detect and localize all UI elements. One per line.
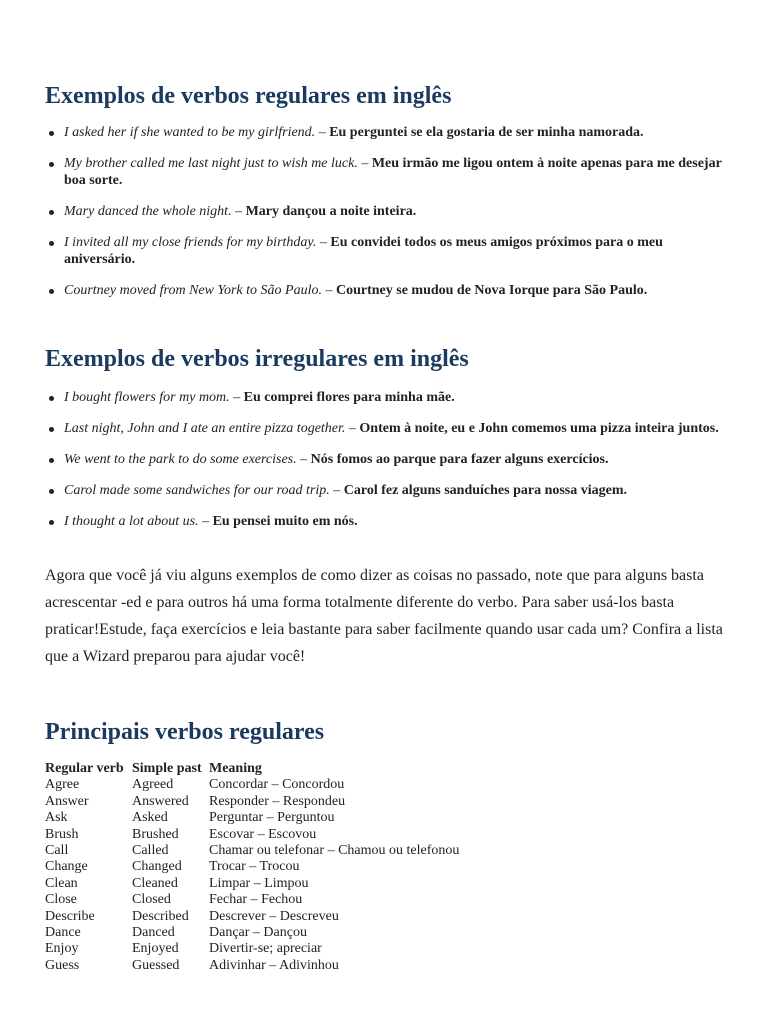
cell-regular-verb: Clean <box>45 875 78 891</box>
cell-regular-verb: Call <box>45 843 69 859</box>
column-header-regular-verb: Regular verb <box>45 761 124 776</box>
table-header-row <box>45 761 459 777</box>
table-row <box>45 941 459 957</box>
intro-paragraph: Agora que você já viu alguns exemplos de como dizer as coisas no passado, note que para alguns basta acrescentar -ed e para outros há uma forma totalmente diferente do verbo. Para saber usá-los basta praticar!Estude, faça exercícios e leia bastante para saber facilmente quando usar cada um? Confira a lista que a Wizard preparou para ajudar você! <box>45 567 723 665</box>
cell-simple-past: Described <box>132 908 189 924</box>
regular-verbs-table <box>45 761 459 974</box>
regular-verbs-examples-heading: Exemplos de verbos regulares em inglês <box>45 83 452 109</box>
cell-meaning: Perguntar – Perguntou <box>209 810 335 826</box>
cell-simple-past: Answered <box>132 793 189 809</box>
cell-meaning: Responder – Respondeu <box>209 793 346 809</box>
cell-regular-verb: Describe <box>45 908 95 924</box>
portuguese-translation: Carol fez alguns sanduíches para nossa viagem. <box>343 483 628 498</box>
cell-meaning: Dançar – Dançou <box>209 925 307 941</box>
english-sentence: Last night, John and I ate an entire pizza together. <box>64 421 346 436</box>
table-row <box>45 794 459 810</box>
list-item: I invited all my close friends for my birthday. – Eu convidei todos os meus amigos próximos para o meu aniversário. <box>45 234 725 268</box>
cell-simple-past: Agreed <box>132 777 174 793</box>
table-row <box>45 810 459 826</box>
list-item: I asked her if she wanted to be my girlfriend. – Eu perguntei se ela gostaria de ser minha namorada. <box>45 124 725 141</box>
cell-regular-verb: Ask <box>45 810 68 826</box>
table-row <box>45 859 459 875</box>
cell-regular-verb: Close <box>45 892 77 908</box>
cell-simple-past: Called <box>132 843 169 859</box>
cell-regular-verb: Answer <box>45 793 89 809</box>
list-item: Mary danced the whole night. – Mary dançou a noite inteira. <box>45 203 725 220</box>
english-sentence: I invited all my close friends for my birthday. <box>64 235 317 250</box>
english-sentence: I asked her if she wanted to be my girlfriend. <box>64 125 316 140</box>
cell-meaning: Escovar – Escovou <box>209 826 317 842</box>
list-item: Courtney moved from New York to São Paulo. – Courtney se mudou de Nova Iorque para São Paulo. <box>45 282 725 299</box>
cell-meaning: Fechar – Fechou <box>209 892 303 908</box>
cell-meaning: Adivinhar – Adivinhou <box>209 957 339 973</box>
portuguese-translation: Ontem à noite, eu e John comemos uma pizza inteira juntos. <box>359 421 719 436</box>
table-row <box>45 876 459 892</box>
cell-simple-past: Closed <box>132 892 171 908</box>
irregular-verbs-examples-list <box>45 389 725 544</box>
column-header-simple-past: Simple past <box>132 761 202 776</box>
portuguese-translation: Eu convidei todos os meus amigos próximos para o meu aniversário. <box>64 235 663 267</box>
cell-simple-past: Changed <box>132 859 182 875</box>
cell-simple-past: Guessed <box>132 957 180 973</box>
english-sentence: We went to the park to do some exercises. <box>64 452 297 467</box>
english-sentence: Carol made some sandwiches for our road trip. <box>64 483 330 498</box>
portuguese-translation: Meu irmão me ligou ontem à noite apenas para me desejar boa sorte. <box>64 156 722 188</box>
portuguese-translation: Mary dançou a noite inteira. <box>245 204 417 219</box>
english-sentence: My brother called me last night just to wish me luck. <box>64 156 358 171</box>
table-row <box>45 958 459 974</box>
cell-regular-verb: Agree <box>45 777 80 793</box>
column-header-meaning: Meaning <box>209 761 262 776</box>
english-sentence: Courtney moved from New York to São Paulo. <box>64 283 322 298</box>
cell-simple-past: Enjoyed <box>132 941 179 957</box>
portuguese-translation: Courtney se mudou de Nova Iorque para São Paulo. <box>335 283 648 298</box>
english-sentence: Mary danced the whole night. <box>64 204 232 219</box>
portuguese-translation: Eu pensei muito em nós. <box>212 514 358 529</box>
english-sentence: I thought a lot about us. <box>64 514 199 529</box>
cell-regular-verb: Change <box>45 859 88 875</box>
cell-regular-verb: Enjoy <box>45 941 79 957</box>
table-body <box>45 777 459 974</box>
english-sentence: I bought flowers for my mom. <box>64 390 230 405</box>
cell-meaning: Divertir-se; apreciar <box>209 941 322 957</box>
cell-meaning: Limpar – Limpou <box>209 875 309 891</box>
table-row <box>45 827 459 843</box>
table-row <box>45 777 459 793</box>
cell-meaning: Chamar ou telefonar – Chamou ou telefonou <box>209 843 460 859</box>
list-item: My brother called me last night just to wish me luck. – Meu irmão me ligou ontem à noite apenas para me desejar boa sorte. <box>45 155 725 189</box>
regular-verbs-examples-list <box>45 124 725 313</box>
cell-simple-past: Cleaned <box>132 875 178 891</box>
list-item: I bought flowers for my mom. – Eu comprei flores para minha mãe. <box>45 389 725 406</box>
cell-simple-past: Brushed <box>132 826 179 842</box>
cell-simple-past: Danced <box>132 925 175 941</box>
table-row <box>45 909 459 925</box>
cell-simple-past: Asked <box>132 810 168 826</box>
list-item: Carol made some sandwiches for our road trip. – Carol fez alguns sanduíches para nossa viagem. <box>45 482 725 499</box>
cell-meaning: Descrever – Descreveu <box>209 908 339 924</box>
list-item: We went to the park to do some exercises. – Nós fomos ao parque para fazer alguns exercícios. <box>45 451 725 468</box>
main-regular-verbs-heading: Principais verbos regulares <box>45 719 325 745</box>
table-row <box>45 925 459 941</box>
irregular-verbs-examples-heading: Exemplos de verbos irregulares em inglês <box>45 346 469 372</box>
cell-meaning: Trocar – Trocou <box>209 859 300 875</box>
cell-regular-verb: Guess <box>45 957 80 973</box>
cell-meaning: Concordar – Concordou <box>209 777 345 793</box>
portuguese-translation: Eu perguntei se ela gostaria de ser minha namorada. <box>329 125 644 140</box>
table-row <box>45 843 459 859</box>
list-item: I thought a lot about us. – Eu pensei muito em nós. <box>45 513 725 530</box>
cell-regular-verb: Brush <box>45 826 79 842</box>
list-item: Last night, John and I ate an entire pizza together. – Ontem à noite, eu e John comemos uma pizza inteira juntos. <box>45 420 725 437</box>
table-row <box>45 892 459 908</box>
cell-regular-verb: Dance <box>45 925 81 941</box>
portuguese-translation: Eu comprei flores para minha mãe. <box>243 390 455 405</box>
portuguese-translation: Nós fomos ao parque para fazer alguns exercícios. <box>310 452 609 467</box>
